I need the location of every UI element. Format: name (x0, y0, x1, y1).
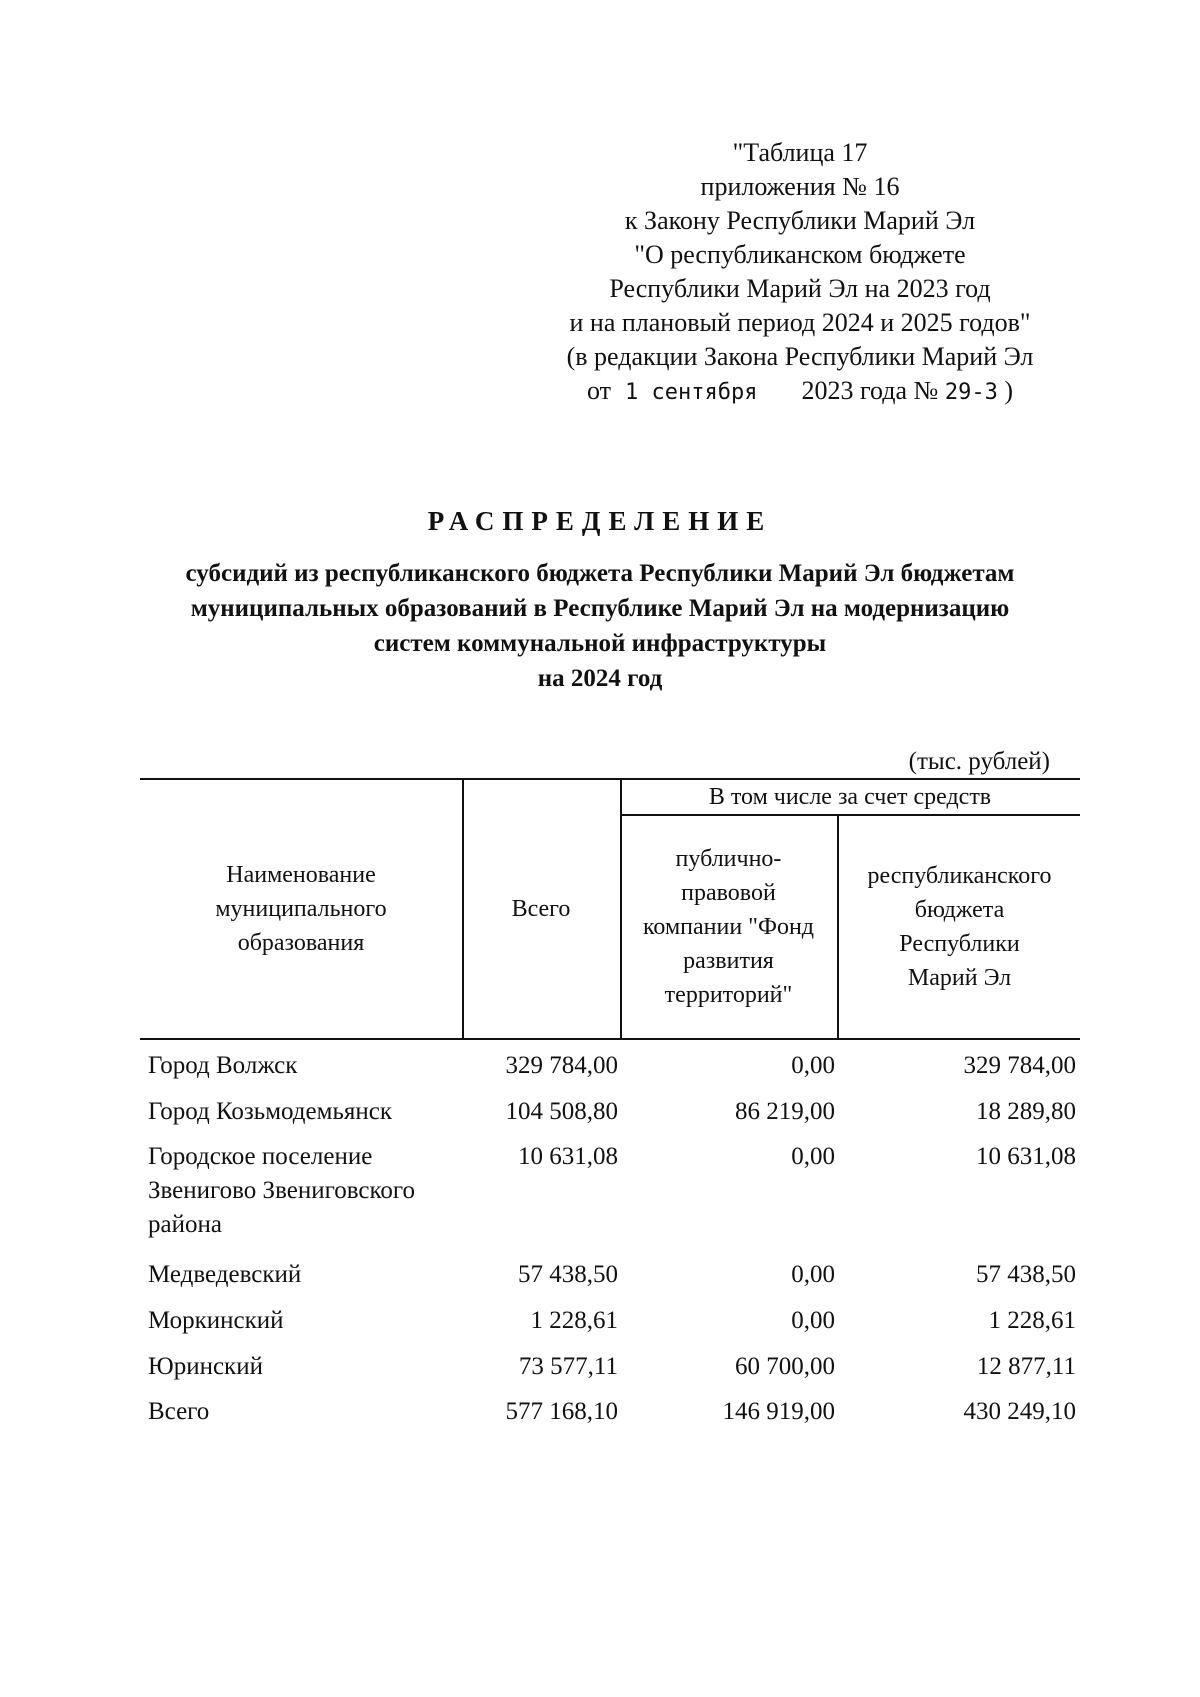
total-value: 1 228,61 (530, 1307, 618, 1334)
fund-value: 0,00 (791, 1307, 835, 1334)
subtitle-line: систем коммунальной инфраструктуры (373, 630, 827, 657)
appendix-line: (в редакции Закона Республики Марий Эл (566, 342, 1034, 371)
header-text: правовой (681, 880, 776, 906)
document-subtitle (120, 556, 1080, 696)
subtitle-line: муниципальных образований в Республике Марий Эл на модернизацию (190, 595, 1010, 622)
table-row (140, 1087, 1080, 1134)
republic-value: 57 438,50 (976, 1261, 1076, 1288)
law-number: 29-З (944, 380, 998, 405)
fund-value: 0,00 (791, 1143, 835, 1170)
law-date-line (520, 374, 1080, 410)
table-row (140, 1301, 1080, 1348)
header-text: образования (237, 930, 365, 956)
date-middle: 2023 года № (801, 376, 939, 405)
header-text: республиканского (867, 863, 1052, 889)
name-line: Юринский (148, 1353, 263, 1380)
header-text: развития (683, 948, 774, 974)
table-row (140, 1348, 1080, 1395)
header-text: Марий Эл (907, 965, 1012, 991)
total-value: 104 508,80 (505, 1098, 618, 1125)
appendix-line: Республики Марий Эл на 2023 год (609, 274, 991, 303)
header-text: публично- (675, 846, 782, 872)
date-suffix: ) (1004, 376, 1013, 405)
total-value: 73 577,11 (518, 1353, 618, 1380)
header-text: компании "Фонд (642, 914, 814, 940)
total-value: 57 438,50 (518, 1261, 618, 1288)
subtitle-line: на 2024 год (537, 665, 663, 692)
table-row (140, 1134, 1080, 1254)
table-row (140, 1040, 1080, 1087)
name-line: района (148, 1211, 222, 1238)
appendix-line: приложения № 16 (700, 172, 900, 201)
header-text: Наименование (226, 862, 376, 888)
republic-value: 430 249,10 (963, 1398, 1076, 1425)
table-header (140, 778, 1080, 1040)
republic-value: 18 289,80 (976, 1098, 1076, 1125)
name-line: Медведевский (148, 1261, 302, 1288)
law-day: 1 сентября (625, 380, 758, 405)
appendix-reference (520, 136, 1080, 410)
header-name (140, 780, 462, 1038)
table-row (140, 1254, 1080, 1301)
appendix-line: к Закону Республики Марий Эл (624, 206, 976, 235)
header-text: территорий" (664, 982, 793, 1008)
name-line: Звенигово Звениговского (148, 1177, 415, 1204)
units-label: (тыс. рублей) (908, 748, 1050, 775)
name-line: Моркинский (148, 1307, 284, 1334)
subtitle-line: субсидий из республиканского бюджета Республики Марий Эл бюджетам (185, 560, 1015, 587)
header-total (462, 780, 620, 1038)
republic-value: 1 228,61 (988, 1307, 1076, 1334)
total-value: 329 784,00 (505, 1052, 618, 1079)
fund-value: 0,00 (791, 1261, 835, 1288)
date-prefix: от (587, 376, 612, 405)
document-title: РАСПРЕДЕЛЕНИЕ (427, 506, 773, 536)
republic-value: 12 877,11 (976, 1353, 1076, 1380)
header-text: муниципального (215, 896, 387, 922)
fund-value: 60 700,00 (735, 1353, 835, 1380)
republic-value: 329 784,00 (963, 1052, 1076, 1079)
header-text: бюджета (914, 897, 1005, 923)
header-text: В том числе за счет средств (708, 784, 992, 810)
header-text: Всего (511, 896, 571, 922)
fund-value: 86 219,00 (735, 1098, 835, 1125)
fund-value: 0,00 (791, 1052, 835, 1079)
total-value: 577 168,10 (505, 1398, 618, 1425)
header-fund (620, 816, 837, 1038)
table-row-total (140, 1395, 1080, 1442)
header-republic (839, 816, 1080, 1038)
total-value: 10 631,08 (518, 1143, 618, 1170)
table-body (140, 1040, 1080, 1442)
name-line: Город Волжск (148, 1052, 298, 1079)
name-line: Городское поселение (148, 1143, 373, 1170)
subsidy-table (140, 778, 1080, 1442)
fund-value: 146 919,00 (722, 1398, 835, 1425)
appendix-line: "О республиканском бюджете (634, 240, 966, 269)
name-line: Всего (148, 1398, 210, 1425)
appendix-line: и на плановый период 2024 и 2025 годов" (569, 308, 1031, 337)
header-group (620, 780, 1080, 814)
name-line: Город Козьмодемьянск (148, 1098, 392, 1125)
republic-value: 10 631,08 (976, 1143, 1076, 1170)
appendix-line: "Таблица 17 (732, 138, 868, 167)
header-text: Республики (899, 931, 1020, 957)
